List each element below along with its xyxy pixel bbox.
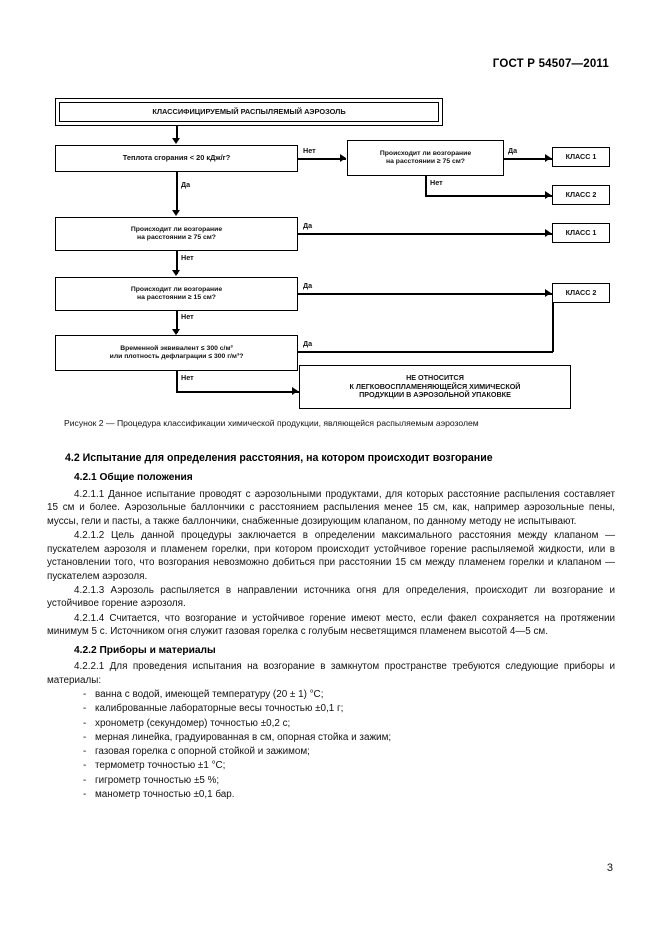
- list-dash: -: [83, 703, 87, 715]
- list-item-text: калиброванные лабораторные весы точностью ±0,1 г;: [95, 703, 344, 715]
- flowchart-decision-ignition-75cm-top: [347, 140, 504, 176]
- label-no-5: Нет: [181, 373, 194, 382]
- list-item-text: мерная линейка, градуированная в см, опорная стойка и зажим;: [95, 731, 392, 743]
- decision-4-line1: Происходит ли возгорание: [130, 285, 223, 293]
- list-dash: -: [83, 774, 87, 786]
- result-class1-b-text: КЛАСС 1: [565, 227, 597, 237]
- flowchart-result-class2-a: [552, 185, 610, 205]
- list-item: [47, 759, 615, 773]
- label-yes-1: Да: [508, 146, 518, 155]
- connector-d2-no-vertical: [425, 176, 427, 197]
- list-item-text: манометр точностью ±0,1 бар.: [95, 788, 235, 800]
- heading-4-2-2: 4.2.2 Приборы и материалы: [74, 644, 216, 656]
- flowchart-decision-heat-of-combustion: [55, 145, 298, 172]
- decision-2-line1: Происходит ли возгорание: [379, 149, 472, 157]
- flowchart-result-class2-b: [552, 283, 610, 303]
- list-item-text: ванна с водой, имеющей температуру (20 ± 1) °С;: [95, 689, 324, 701]
- label-yes-3: Да: [303, 221, 313, 230]
- list-dash: -: [83, 689, 87, 701]
- arrowhead-d1-yes: [172, 210, 180, 216]
- label-no-1: Нет: [303, 146, 316, 155]
- list-item-text: газовая горелка с опорной стойкой и зажимом;: [95, 746, 310, 758]
- connector-d3-yes: [298, 233, 553, 235]
- label-yes-4: Да: [303, 281, 313, 290]
- arrowhead-d2-no: [545, 191, 551, 199]
- list-dash: -: [83, 717, 87, 729]
- page-number: 3: [606, 862, 613, 874]
- equipment-list: [47, 688, 615, 802]
- label-no-4: Нет: [181, 312, 194, 321]
- connector-d5-yes-riser: [552, 303, 554, 352]
- list-item: [47, 774, 615, 788]
- list-item-text: термометр точностью ±1 °С;: [95, 760, 226, 772]
- arrowhead-d3-no: [172, 270, 180, 276]
- connector-d5-no-horizontal: [176, 391, 300, 393]
- flowchart-result-class1-a: [552, 147, 610, 167]
- connector-d5-no-vertical: [176, 371, 178, 393]
- list-dash: -: [83, 788, 87, 800]
- list-item: [47, 788, 615, 802]
- standard-header: ГОСТ Р 54507—2011: [492, 58, 609, 70]
- label-yes-2: Да: [181, 180, 191, 189]
- decision-2-line2: на расстоянии ≥ 75 см?: [386, 158, 465, 165]
- list-item-text: гигрометр точностью ±5 %;: [95, 774, 220, 786]
- flowchart-result-class1-b: [552, 223, 610, 243]
- paragraph-4-2-1-4: 4.2.1.4 Считается, что возгорание и устойчивое горение имеют место, если факел сохраняется на протяжении минимум 5 с. Источником огня служит газовая горелка с голубым несветящимся пламенем высотой 4—5 см.: [47, 612, 615, 638]
- classification-flowchart: [0, 92, 661, 412]
- list-item: [47, 731, 615, 745]
- label-no-2: Нет: [430, 178, 443, 187]
- connector-d4-yes: [298, 293, 553, 295]
- list-item: [47, 702, 615, 716]
- arrowhead-title-to-d1: [172, 138, 180, 144]
- decision-5-line2: или плотность дефлаграции ≤ 300 г/м³?: [109, 353, 244, 360]
- label-no-3: Нет: [181, 253, 194, 262]
- result-class1-a-text: КЛАСС 1: [565, 151, 597, 161]
- document-content: [47, 452, 615, 802]
- connector-d2-no-horizontal: [425, 195, 553, 197]
- list-item-text: хронометр (секундомер) точностью ±0,2 с;: [95, 717, 291, 729]
- result-not-applicable-line3: ПРОДУКЦИИ В АЭРОЗОЛЬНОЙ УПАКОВКЕ: [359, 390, 511, 400]
- connector-d1-no: [298, 158, 346, 160]
- heading-4-2: 4.2 Испытание для определения расстояния, на котором происходит возгорание: [65, 452, 493, 464]
- list-dash: -: [83, 760, 87, 772]
- arrowhead-d5-no: [292, 387, 298, 395]
- list-item: [47, 717, 615, 731]
- arrowhead-d3-yes: [545, 229, 551, 237]
- list-dash: -: [83, 746, 87, 758]
- flowchart-decision-time-equivalent: [55, 335, 298, 371]
- list-item: [47, 745, 615, 759]
- decision-4-line2: на расстоянии ≥ 15 см?: [137, 294, 216, 301]
- arrowhead-d4-yes: [545, 289, 551, 297]
- decision-3-line1: Происходит ли возгорание: [130, 225, 223, 233]
- list-dash: -: [83, 731, 87, 743]
- paragraph-4-2-1-2: 4.2.1.2 Цель данной процедуры заключается в определении максимального расстояния между клапаном — пускателем аэрозоля и пламенем горелки, при котором происходит устойчивое горение распыляемой жидкости, или в установлении того, что возгорания невозможно добиться при расстоянии 15 см между пламенем горелки и клапаном — пускателем аэрозоля.: [47, 530, 615, 582]
- list-item: [47, 688, 615, 702]
- result-class2-b-text: КЛАСС 2: [565, 287, 597, 297]
- result-not-applicable-line2: К ЛЕГКОВОСПЛАМЕНЯЮЩЕЙСЯ ХИМИЧЕСКОЙ: [349, 381, 521, 391]
- paragraph-4-2-1-1: 4.2.1.1 Данное испытание проводят с аэрозольными продуктами, для которых расстояние распыления составляет 15 см и более. Аэрозольные баллончики с расстоянием распыления менее 15 см, как, например аэрозольные пены, муссы, гели и пасты, а также баллончики, снабженные дозирующим клапаном, по данному методу не испытывают.: [47, 488, 615, 527]
- heading-4-2-1: 4.2.1 Общие положения: [74, 472, 193, 484]
- arrowhead-d2-yes: [545, 154, 551, 162]
- flowchart-title-text: КЛАССИФИЦИРУЕМЫЙ РАСПЫЛЯЕМЫЙ АЭРОЗОЛЬ: [152, 106, 346, 116]
- decision-5-line1: Временной эквивалент ≤ 300 с/м³: [120, 344, 233, 352]
- connector-d5-yes: [298, 351, 553, 353]
- flowchart-decision-ignition-15cm: [55, 277, 298, 311]
- decision-3-line2: на расстоянии ≥ 75 см?: [137, 234, 216, 241]
- result-class2-a-text: КЛАСС 2: [565, 189, 597, 199]
- figure-caption: Рисунок 2 — Процедура классификации химической продукции, являющейся распыляемым аэрозолем: [64, 418, 479, 428]
- flowchart-decision-ignition-75cm: [55, 217, 298, 251]
- paragraph-4-2-2-1: 4.2.2.1 Для проведения испытания на возгорание в замкнутом пространстве требуются следующие приборы и материалы:: [47, 661, 615, 686]
- arrowhead-d1-no: [340, 154, 346, 162]
- flowchart-result-not-applicable: [299, 365, 571, 409]
- paragraph-4-2-1-3: 4.2.1.3 Аэрозоль распыляется в направлении источника огня для определения, происходит ли возгорание и устойчивое горение аэрозоля.: [47, 584, 615, 610]
- flowchart-title-inner: [59, 102, 439, 122]
- label-yes-5: Да: [303, 339, 313, 348]
- flowchart-title-box: [55, 98, 443, 126]
- decision-1-text: Теплота сгорания < 20 кДж/г?: [122, 153, 231, 163]
- result-not-applicable-line1: НЕ ОТНОСИТСЯ: [406, 373, 464, 383]
- connector-d1-yes-vertical: [176, 172, 178, 212]
